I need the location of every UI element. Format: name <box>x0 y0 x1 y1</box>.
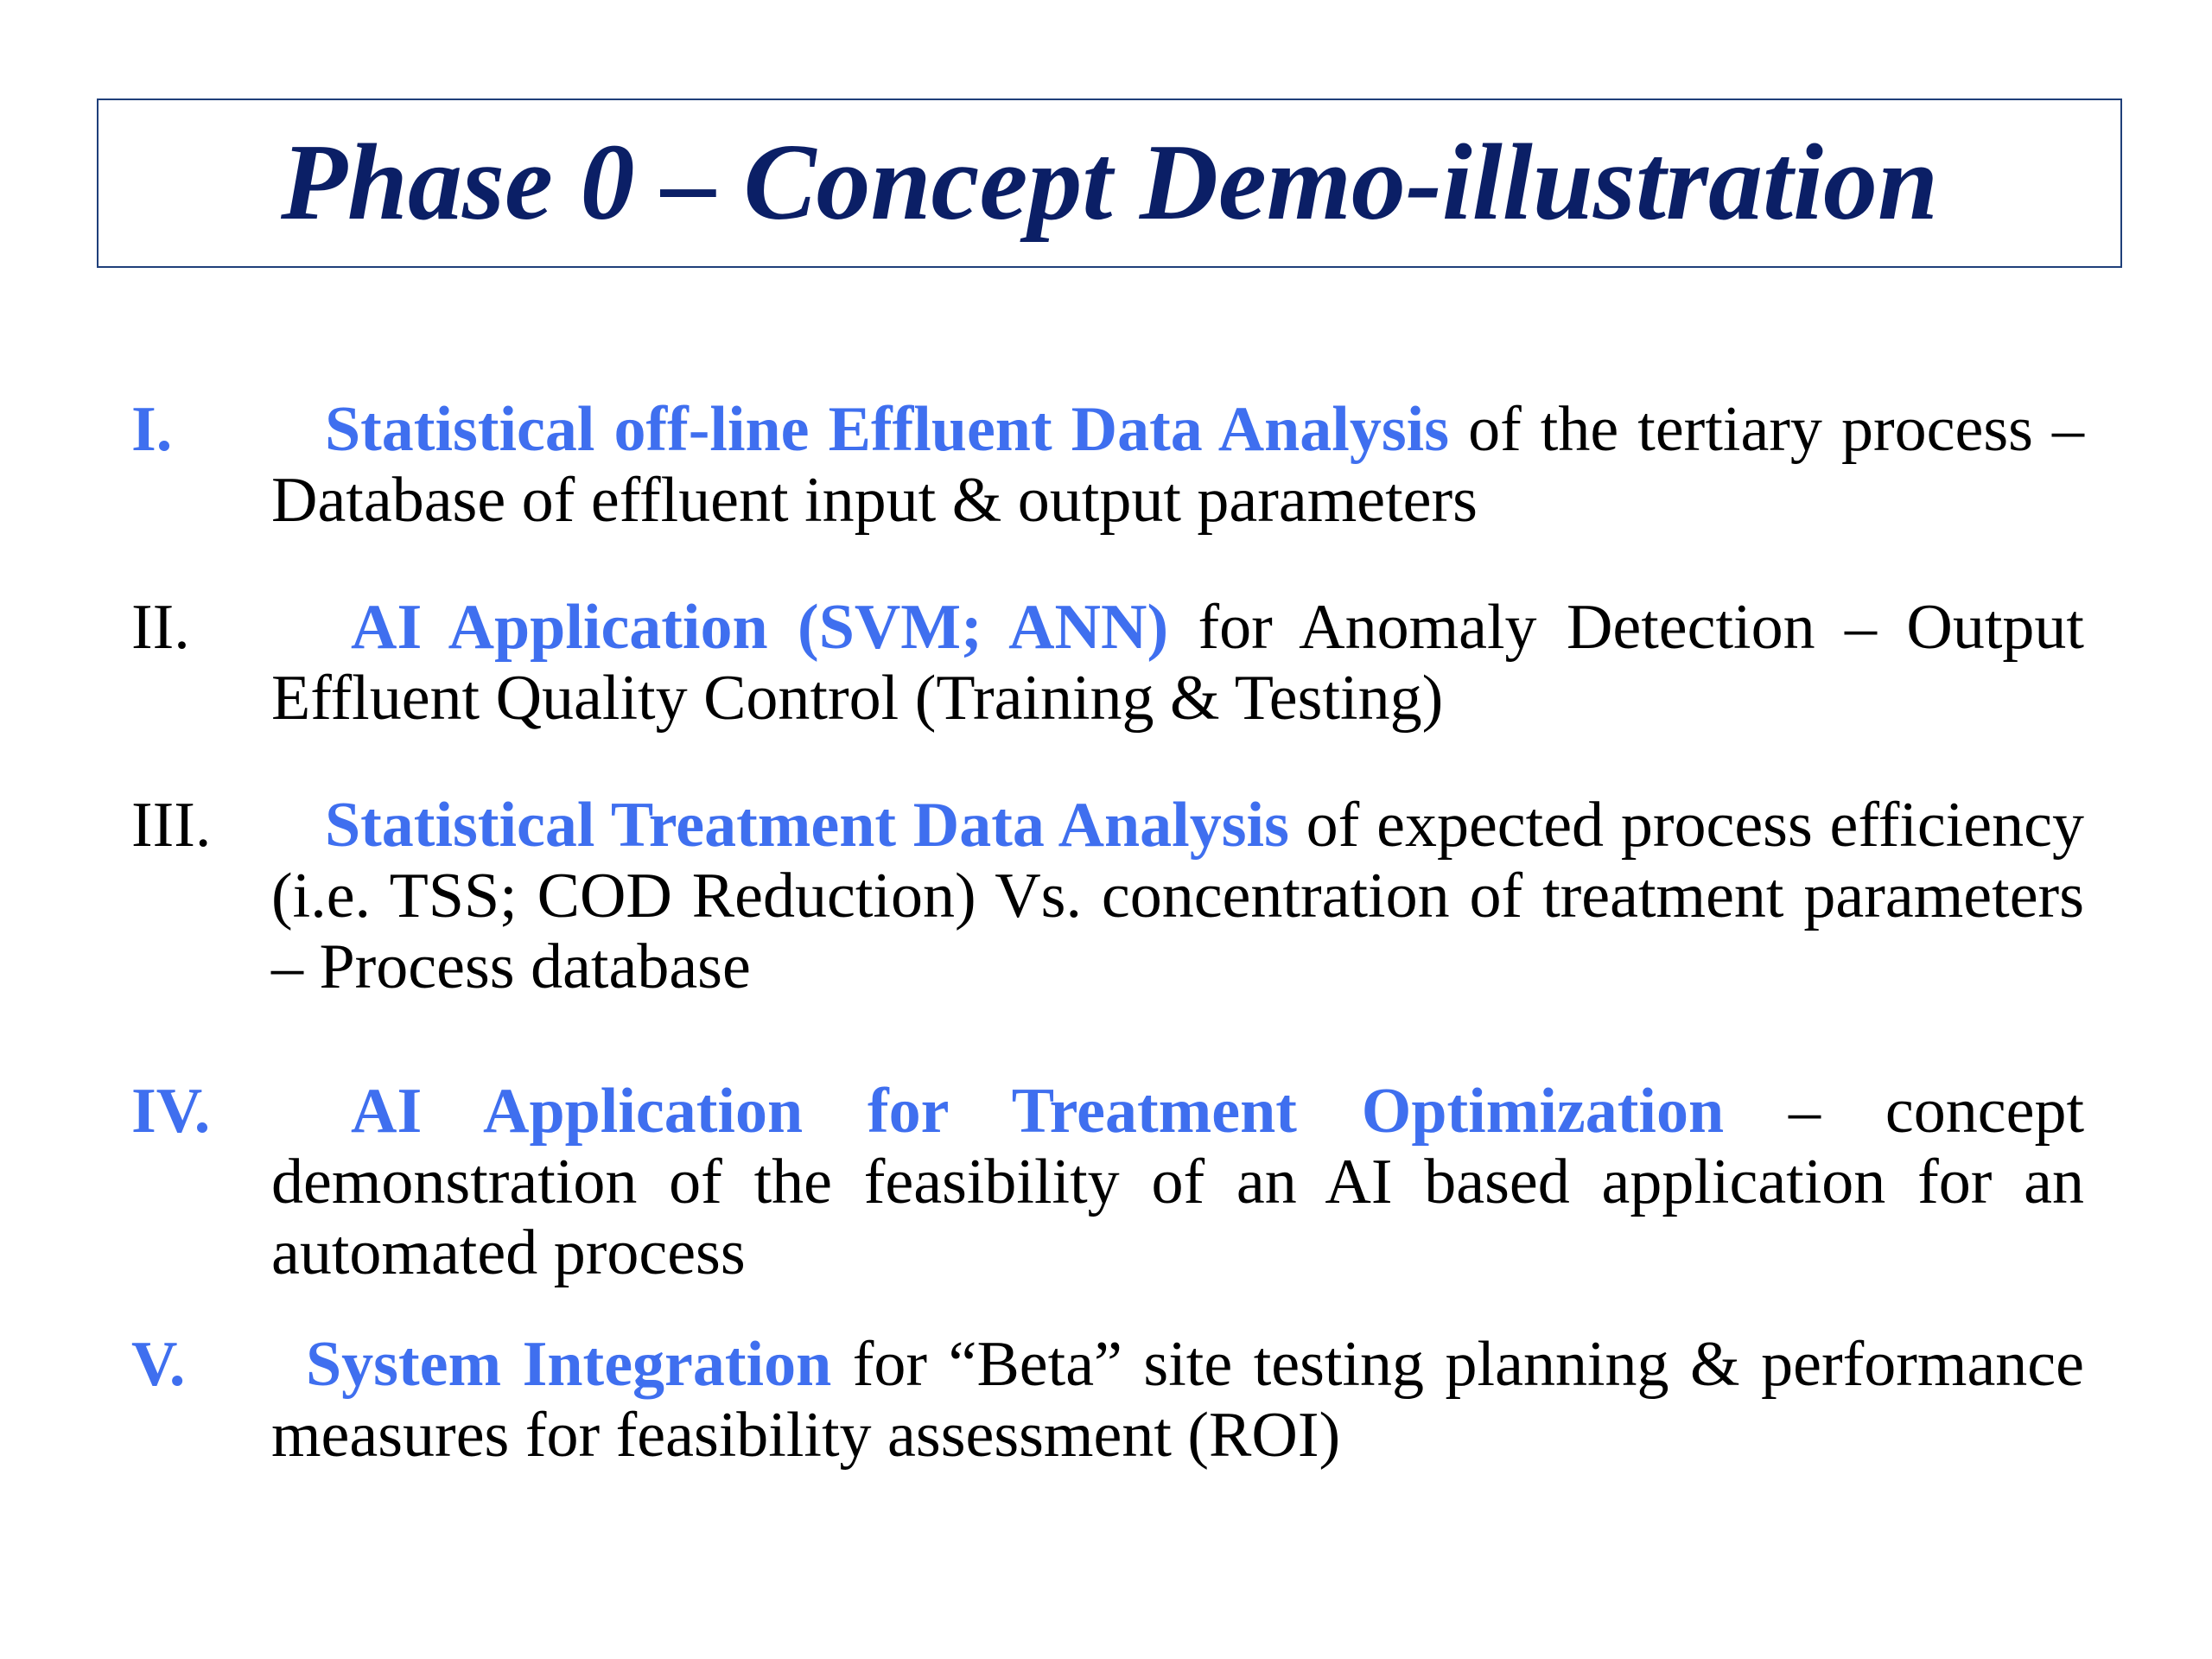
list-item-text <box>271 790 2084 1002</box>
list-item-rest: – concept demonstration of the feasibility of an AI based application for an automated process <box>271 1076 2084 1288</box>
list-item-highlight: Statistical off-line Effluent Data Analysis <box>325 394 1450 465</box>
list-item-numeral: I. <box>131 394 173 465</box>
list-item-text <box>271 1329 2084 1471</box>
list-item-rest: of expected process efficiency (i.e. TSS; COD Reduction) Vs. concentration of treatment parameters – Process database <box>271 790 2084 1002</box>
list-item-text <box>271 394 2084 536</box>
list-item-numeral: II. <box>131 592 190 663</box>
list-item-highlight: AI Application for Treatment Optimization <box>351 1076 1725 1147</box>
list-item-highlight: AI Application (SVM; ANN) <box>351 592 1169 663</box>
title-box <box>97 99 2122 268</box>
list-item-numeral: III. <box>131 790 212 861</box>
list-item-text <box>271 592 2084 734</box>
list-item-rest: for “Beta” site testing planning & performance measures for feasibility assessment (ROI) <box>271 1329 2084 1471</box>
slide-title: Phase 0 – Concept Demo-illustration <box>280 123 1939 243</box>
list-item-rest: of the tertiary process – Database of effluent input & output parameters <box>271 394 2084 536</box>
list-item-numeral: IV. <box>131 1076 211 1147</box>
list-item-rest: for Anomaly Detection – Output Effluent Quality Control (Training & Testing) <box>271 592 2084 734</box>
list-item-highlight: System Integration <box>306 1329 832 1400</box>
list-item-highlight: Statistical Treatment Data Analysis <box>325 790 1289 861</box>
list-item-text <box>271 1076 2084 1288</box>
list-item-numeral: V. <box>131 1329 186 1400</box>
